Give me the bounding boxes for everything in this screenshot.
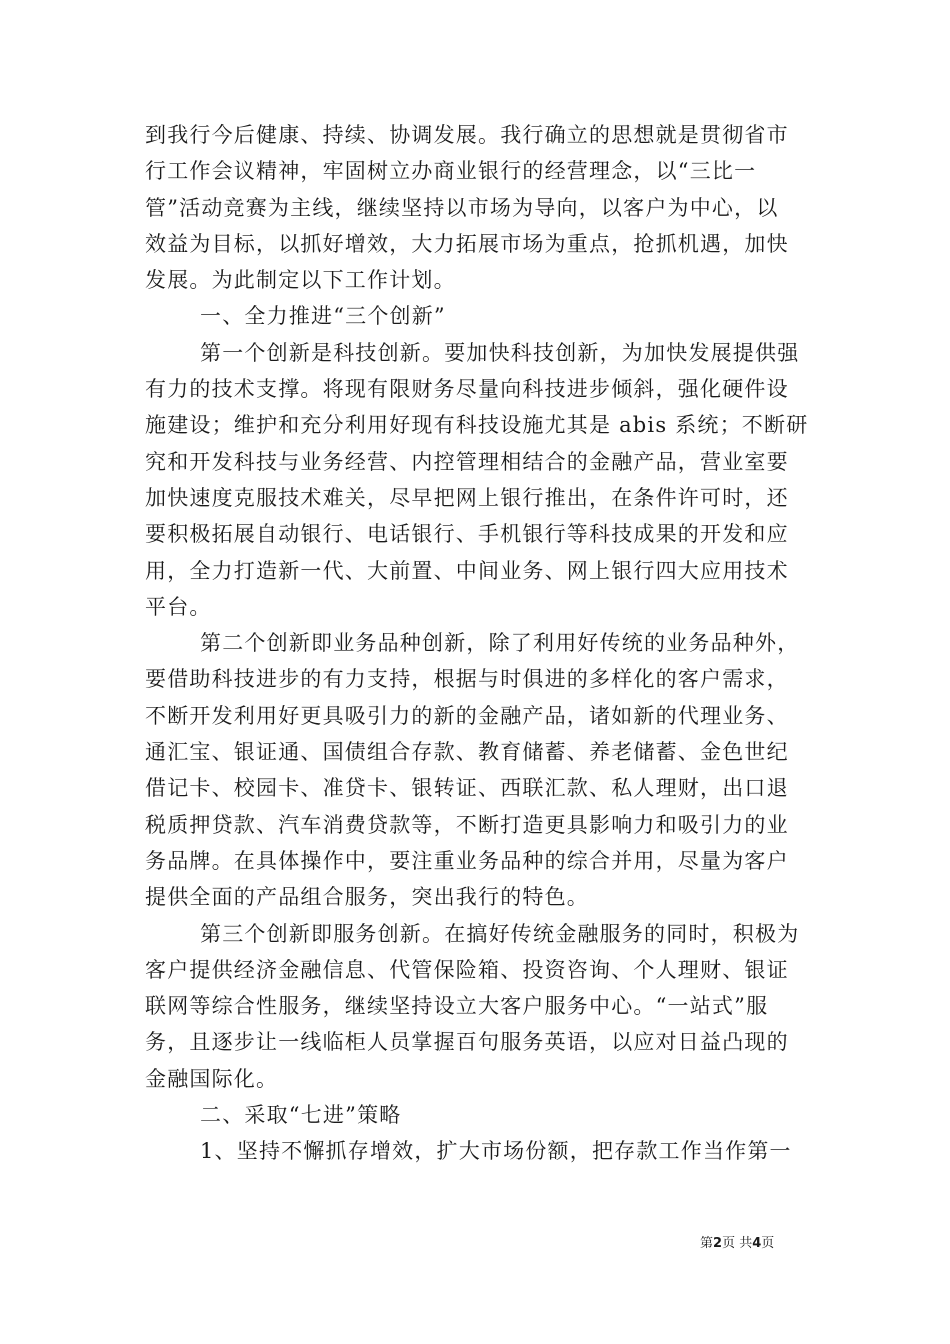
text-line: 施建设；维护和充分利用好现有科技设施尤其是 abis 系统；不断研 xyxy=(145,413,809,438)
text-line: 到我行今后健康、持续、协调发展。我行确立的思想就是贯彻省市 xyxy=(145,123,789,147)
text-line: 不断开发利用好更具吸引力的新的金融产品，诸如新的代理业务、 xyxy=(145,703,789,728)
footer-prefix: 第 xyxy=(700,1236,714,1251)
text-line: 究和开发科技与业务经营、内控管理相结合的金融产品，营业室要 xyxy=(145,449,789,474)
text-line: 1、坚持不懈抓存增效，扩大市场份额，把存款工作当作第一 xyxy=(200,1139,792,1164)
text-line: 金融国际化。 xyxy=(145,1066,279,1091)
page-footer xyxy=(700,1232,820,1251)
text-line: 一、全力推进“三个创新” xyxy=(200,304,446,329)
text-line: 第三个创新即服务创新。在搞好传统金融服务的同时，积极为 xyxy=(200,921,800,946)
total-page-number: 4 xyxy=(752,1236,762,1251)
footer-suffix: 页 xyxy=(761,1236,775,1251)
text-line: 第二个创新即业务品种创新，除了利用好传统的业务品种外， xyxy=(200,631,800,656)
text-line: 行工作会议精神，牢固树立办商业银行的经营理念，以“三比一 xyxy=(145,159,757,184)
text-line: 加快速度克服技术难关，尽早把网上银行推出，在条件许可时，还 xyxy=(145,485,789,510)
text-line: 提供全面的产品组合服务，突出我行的特色。 xyxy=(145,885,589,910)
text-line: 用，全力打造新一代、大前置、中间业务、网上银行四大应用技术 xyxy=(145,558,789,583)
text-line: 有力的技术支撑。将现有限财务尽量向科技进步倾斜，强化硬件设 xyxy=(145,377,789,402)
document-body xyxy=(145,117,815,1170)
text-line: 发展。为此制定以下工作计划。 xyxy=(145,268,456,293)
text-line: 客户提供经济金融信息、代管保险箱、投资咨询、个人理财、银证 xyxy=(145,957,789,982)
text-line: 平台。 xyxy=(145,594,212,619)
text-line: 税质押贷款、汽车消费贷款等，不断打造更具影响力和吸引力的业 xyxy=(145,812,789,837)
text-line: 效益为目标，以抓好增效，大力拓展市场为重点，抢抓机遇，加快 xyxy=(145,231,789,256)
footer-middle: 页 共 xyxy=(722,1236,753,1251)
text-line: 务，且逐步让一线临柜人员掌握百句服务英语，以应对日益凸现的 xyxy=(145,1030,789,1055)
text-line: 通汇宝、银证通、国债组合存款、教育储蓄、养老储蓄、金色世纪 xyxy=(145,740,789,765)
text-line: 借记卡、校园卡、准贷卡、银转证、西联汇款、私人理财，出口退 xyxy=(145,776,789,801)
text-line: 二、采取“七进”策略 xyxy=(200,1103,402,1128)
text-line: 联网等综合性服务，继续坚持设立大客户服务中心。“一站式”服 xyxy=(145,994,769,1019)
text-line: 要积极拓展自动银行、电话银行、手机银行等科技成果的开发和应 xyxy=(145,522,789,547)
text-line: 管”活动竞赛为主线，继续坚持以市场为导向，以客户为中心，以 xyxy=(145,195,779,220)
text-line: 务品牌。在具体操作中，要注重业务品种的综合并用，尽量为客户 xyxy=(145,848,789,873)
text-line: 要借助科技进步的有力支持，根据与时俱进的多样化的客户需求， xyxy=(145,667,789,692)
text-line: 第一个创新是科技创新。要加快科技创新，为加快发展提供强 xyxy=(200,340,800,365)
current-page-number: 2 xyxy=(713,1236,723,1251)
